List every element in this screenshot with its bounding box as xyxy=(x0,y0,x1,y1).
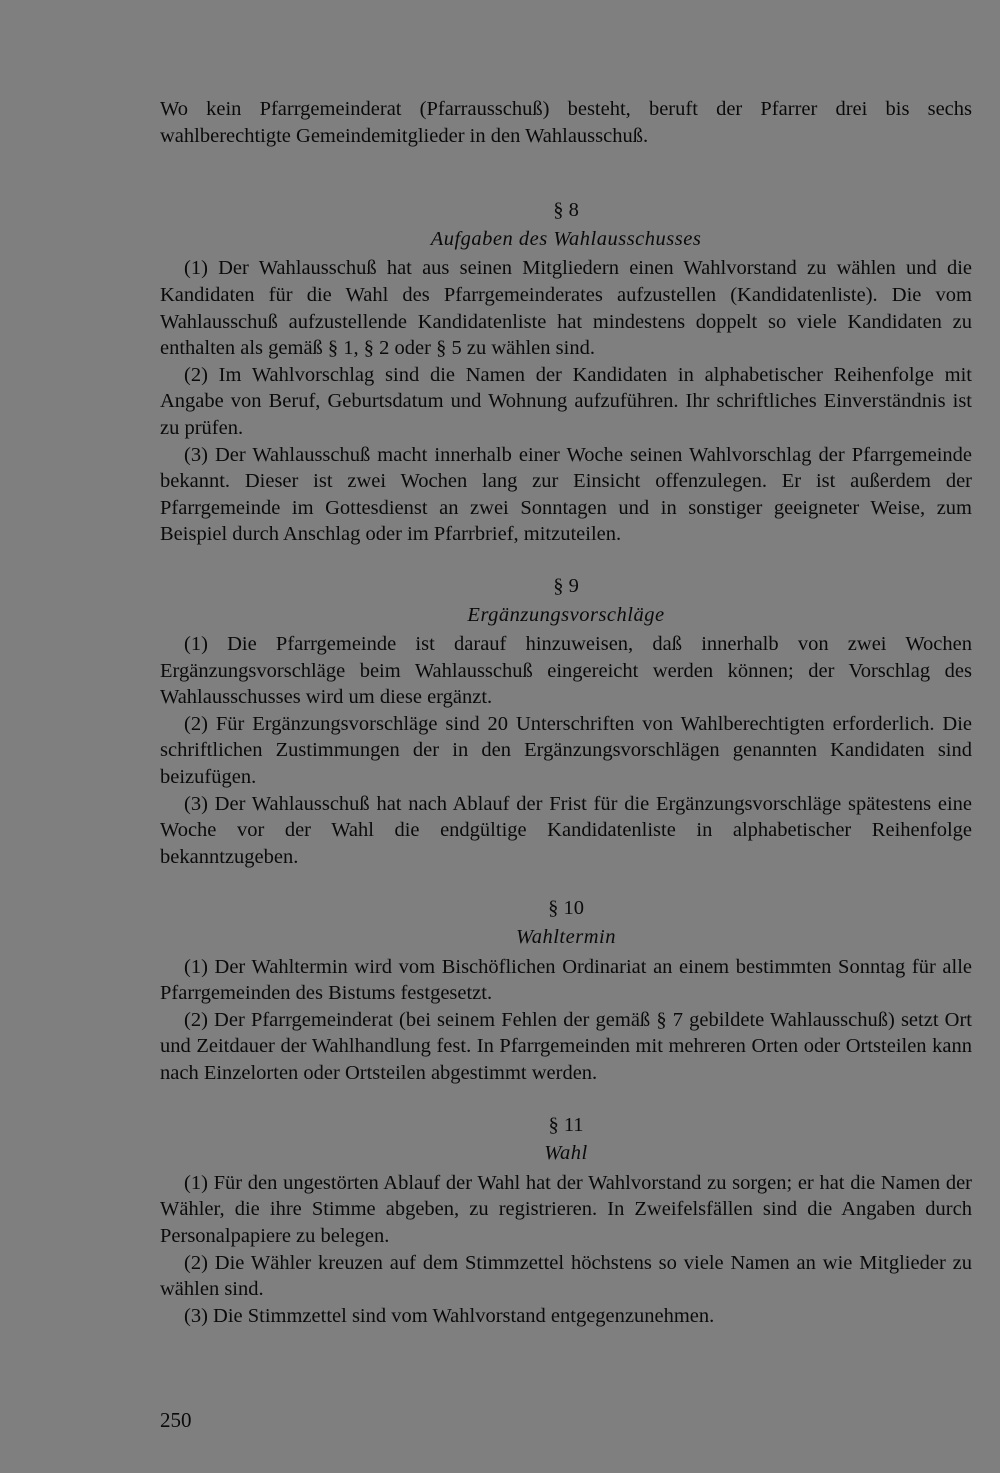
section-10 xyxy=(160,895,972,1086)
section-9 xyxy=(160,573,972,871)
section-paragraph: (1) Der Wahlausschuß hat aus seinen Mitgliedern einen Wahlvorstand zu wählen und die Kandidaten für die Wahl des Pfarrgemeinderates aufzustellen (Kandidatenliste). Die vom Wahlausschuß aufzustellende Kandidatenliste hat mindestens doppelt so viele Kandidaten zu enthalten als gemäß § 1, § 2 oder § 5 zu wählen sind. xyxy=(160,257,972,360)
section-paragraph: (3) Der Wahlausschuß hat nach Ablauf der Frist für die Ergänzungsvorschläge spätestens eine Woche vor der Wahl die endgültige Kandidatenliste in alphabetischer Reihenfolge bekanntzugeben. xyxy=(160,792,972,868)
section-11 xyxy=(160,1112,972,1330)
section-title: Wahltermin xyxy=(516,926,616,949)
section-paragraph: (2) Die Wähler kreuzen auf dem Stimmzettel höchstens so viele Namen an wie Mitglieder zu wählen sind. xyxy=(160,1251,972,1301)
section-paragraph: (1) Die Pfarrgemeinde ist darauf hinzuweisen, daß innerhalb von zwei Wochen Ergänzungsvorschläge beim Wahlausschuß eingereicht werden können; der Vorschlag des Wahlausschusses wird um diese ergänzt. xyxy=(160,633,972,709)
section-number: § 8 xyxy=(553,199,579,222)
section-paragraph: (3) Der Wahlausschuß macht innerhalb einer Woche seinen Wahlvorschlag der Pfarrgemeinde bekannt. Dieser ist zwei Wochen lang zur Einsicht offenzulegen. Er ist außerdem der Pfarrgemeinde im Gottesdienst an zwei Sonntagen und in sonstiger geeigneter Weise, zum Beispiel durch Anschlag oder im Pfarrbrief, mitzuteilen. xyxy=(160,443,972,546)
intro-paragraph: Wo kein Pfarrgemeinderat (Pfarrausschuß) besteht, beruft der Pfarrer drei bis sechs wahlberechtigte Gemeindemitglieder in den Wahlausschuß. xyxy=(160,98,972,147)
section-8 xyxy=(160,197,972,548)
section-number: § 10 xyxy=(548,897,584,920)
page-number: 250 xyxy=(160,1408,192,1432)
section-paragraph: (2) Für Ergänzungsvorschläge sind 20 Unterschriften von Wahlberechtigten erforderlich. Die schriftlichen Zustimmungen der in den Ergänzungsvorschlägen genannten Kandidaten sind beizufügen. xyxy=(160,712,972,789)
section-title: Wahl xyxy=(544,1142,588,1165)
section-paragraph: (2) Der Pfarrgemeinderat (bei seinem Fehlen der gemäß § 7 gebildete Wahlausschuß) setzt Ort und Zeitdauer der Wahlhandlung fest. In Pfarrgemeinden mit mehreren Orten oder Ortsteilen kann nach Einzelorten oder Ortsteilen abgestimmt werden. xyxy=(160,1008,972,1084)
section-number: § 9 xyxy=(553,574,579,597)
section-paragraph: (2) Im Wahlvorschlag sind die Namen der Kandidaten in alphabetischer Reihenfolge mit Angabe von Beruf, Geburtsdatum und Wohnung aufzuführen. Ihr schriftliches Einverständnis ist zu prüfen. xyxy=(160,363,972,439)
section-paragraph: (3) Die Stimmzettel sind vom Wahlvorstand entgegenzunehmen. xyxy=(184,1304,715,1327)
section-paragraph: (1) Der Wahltermin wird vom Bischöflichen Ordinariat an einem bestimmten Sonntag für alle Pfarrgemeinden des Bistums festgesetzt. xyxy=(160,955,972,1005)
section-number: § 11 xyxy=(548,1113,584,1136)
document-body xyxy=(160,96,972,1329)
section-title: Aufgaben des Wahlausschusses xyxy=(430,227,702,250)
section-title: Ergänzungsvorschläge xyxy=(467,603,665,626)
section-paragraph: (1) Für den ungestörten Ablauf der Wahl hat der Wahlvorstand zu sorgen; er hat die Namen der Wähler, die ihre Stimme abgeben, zu registrieren. In Zweifelsfällen sind die Angaben durch Personalpapiere zu belegen. xyxy=(160,1171,972,1247)
